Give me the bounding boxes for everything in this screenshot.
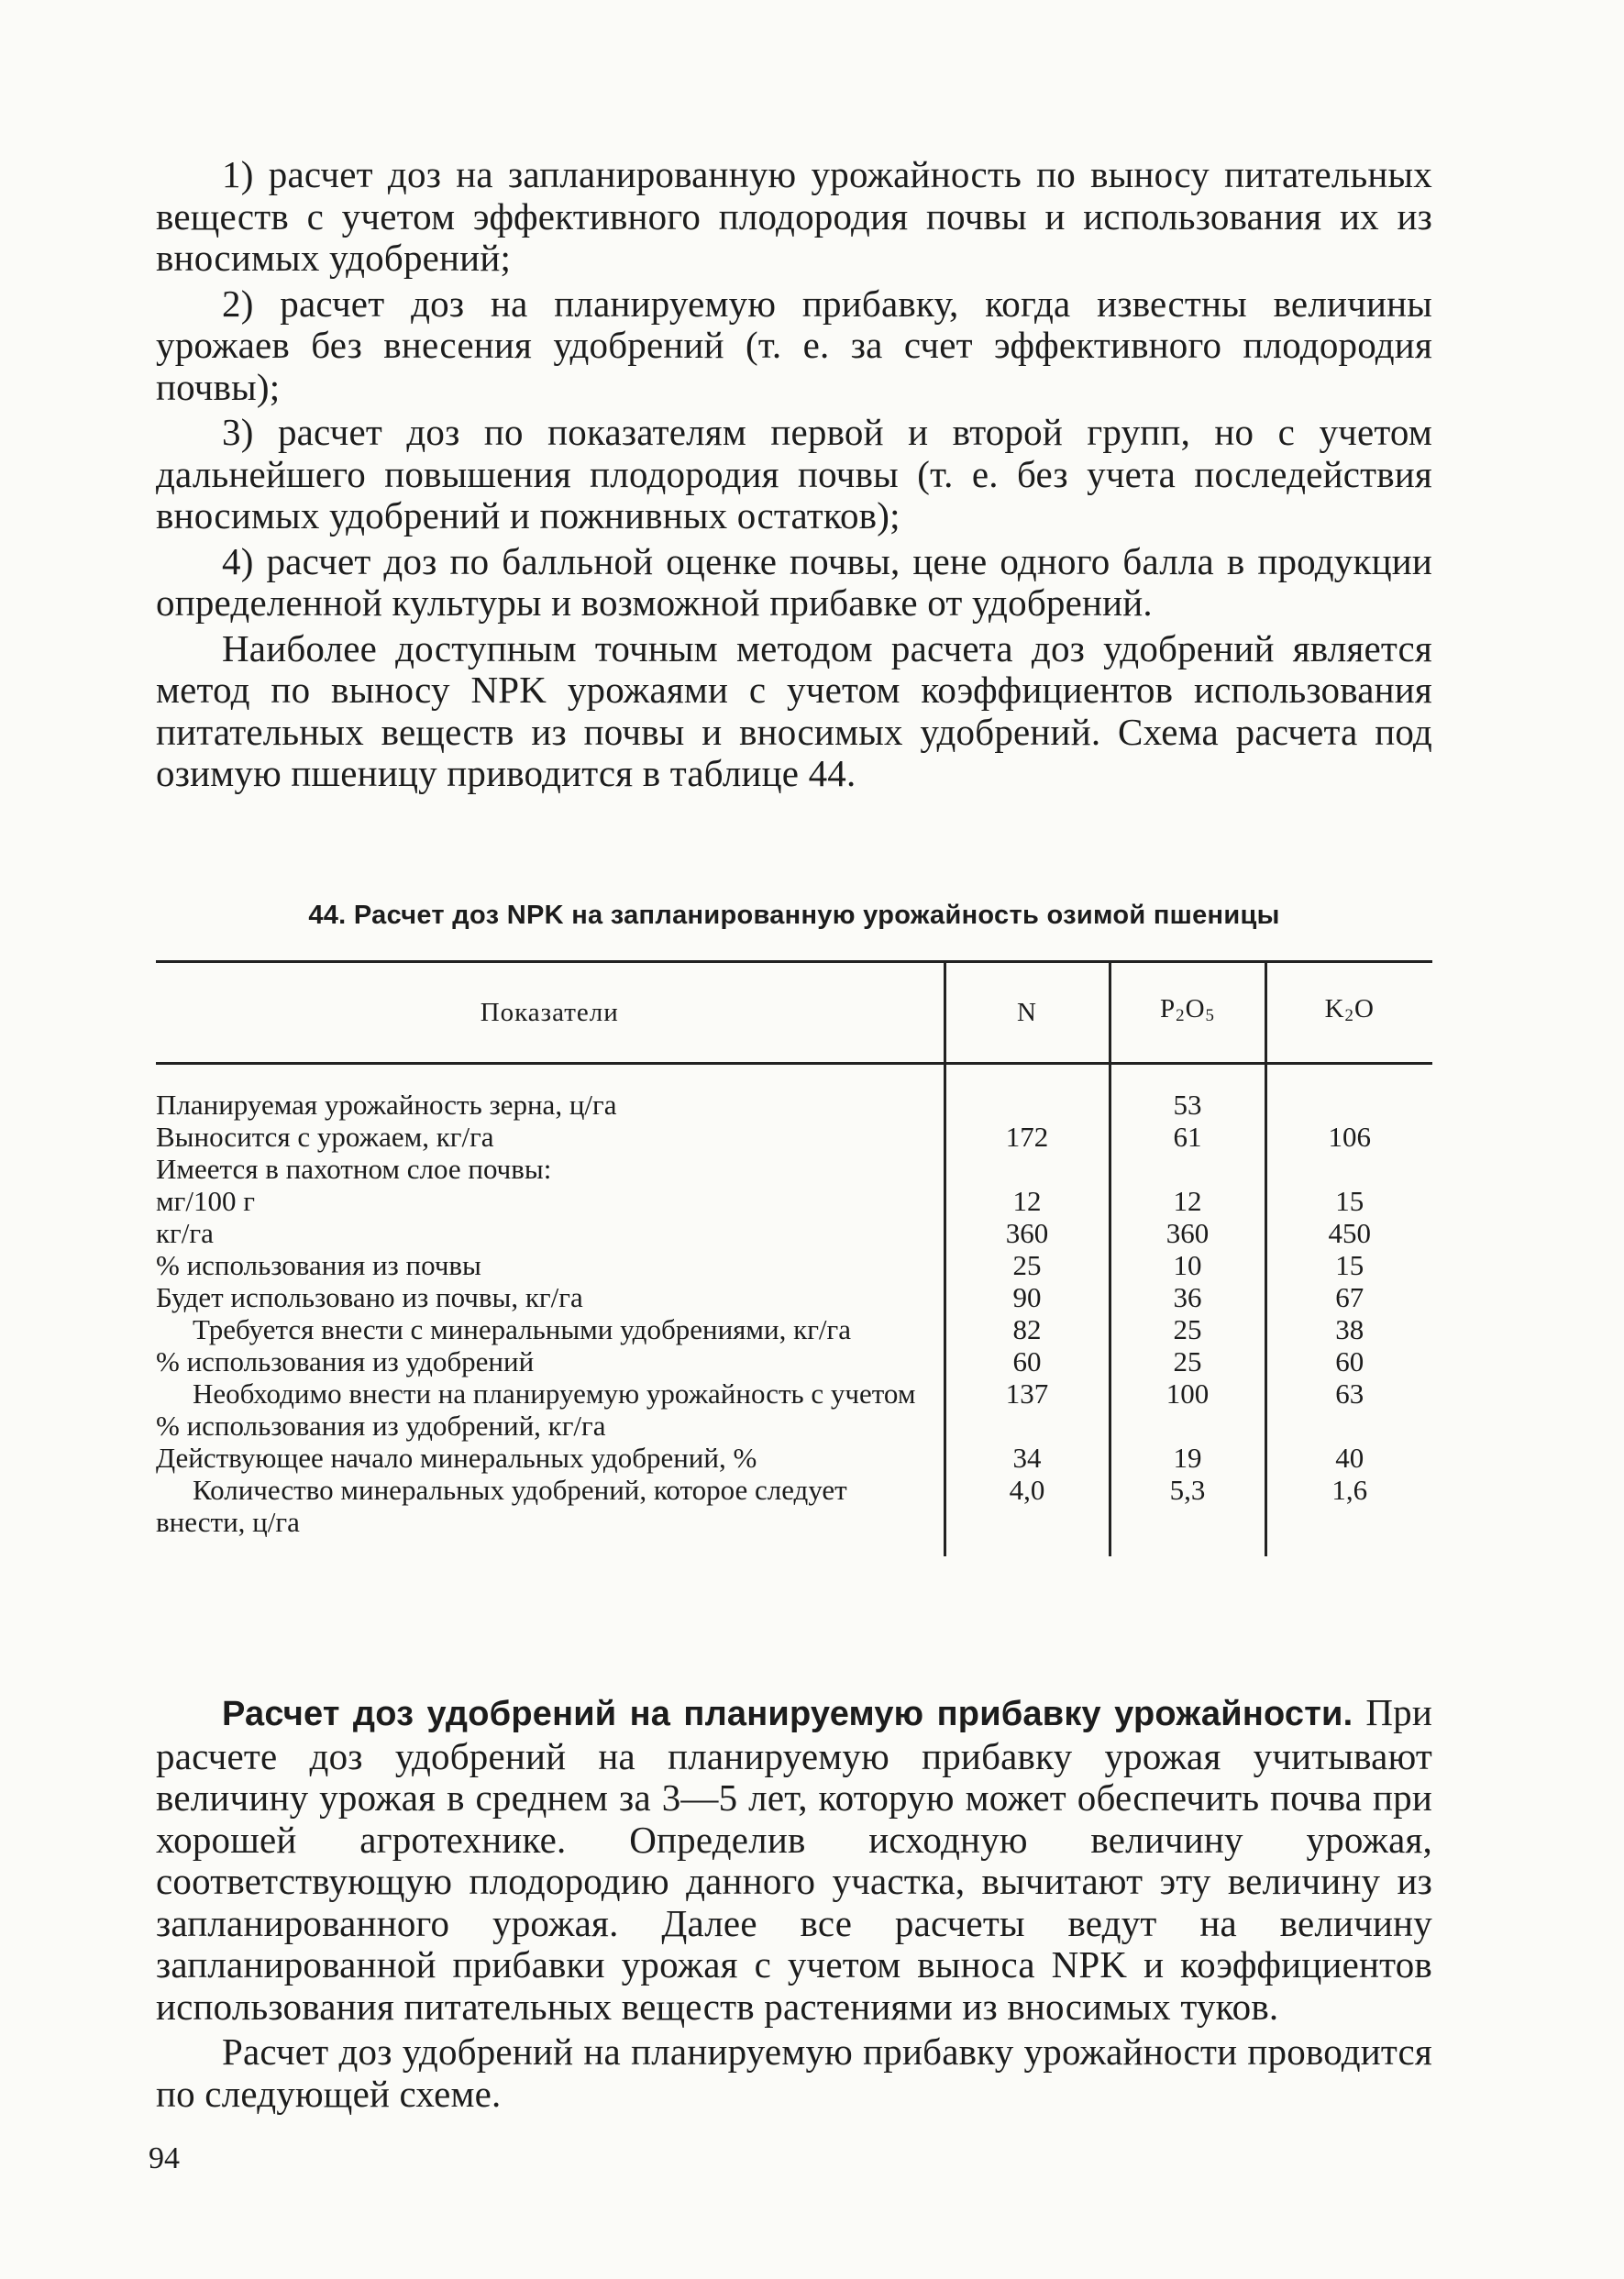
- section-body: При расчете доз удобрений на планируемую прибавку урожая учитывают величину урожая в среднем за 3—5 лет, которую может обеспечить почва при хорошей агротехнике. Определив исходную величину урожая, соответствующую плодородию данного участка, вычитают эту величину из запланированного урожая. Далее все расчеты ведут на величину запланированной прибавки урожая с учетом выноса NPK и коэффициентов использования питательных веществ растениями из вносимых туков.: [156, 1691, 1432, 2028]
- header-p2o5: $P_2O_5$: [1110, 962, 1265, 1064]
- table-row: % использования из почвы 25 10 15: [156, 1249, 1432, 1281]
- table-row: Имеется в пахотном слое почвы:: [156, 1153, 1432, 1185]
- npk-dose-table: [156, 960, 1432, 1556]
- section-paragraph: [156, 1692, 1432, 2028]
- paragraph-method-1: 1) расчет доз на запланированную урожайность по выносу питательных веществ с учетом эффективного плодородия почвы и использования их из вносимых удобрений;: [156, 153, 1432, 279]
- paragraph-method-4: 4) расчет доз по балльной оценке почвы, цене одного балла в продукции определенной культуры и возможной прибавке от удобрений.: [156, 539, 1432, 624]
- intro-text: [156, 154, 1432, 799]
- section-heading: Расчет доз удобрений на планируемую прибавку урожайности.: [222, 1695, 1353, 1733]
- section-text: [156, 1692, 1432, 2119]
- table-row: Действующее начало минеральных удобрений, % 34 19 40: [156, 1442, 1432, 1474]
- table-row: кг/га 360 360 450: [156, 1217, 1432, 1249]
- table-row: Будет использовано из почвы, кг/га 90 36 67: [156, 1281, 1432, 1313]
- table-row: % использования из удобрений 60 25 60: [156, 1345, 1432, 1377]
- table-row: Выносится с урожаем, кг/га 172 61 106: [156, 1121, 1432, 1153]
- table-row: Требуется внести с минеральными удобрениями, кг/га 82 25 38: [156, 1313, 1432, 1345]
- table-row: мг/100 г 12 12 15: [156, 1185, 1432, 1217]
- header-n: N: [945, 962, 1110, 1064]
- table-row: Необходимо внести на планируемую урожайность с учетом % использования из удобрений, кг/га 137 100 63: [156, 1377, 1432, 1442]
- table-row: Планируемая урожайность зерна, ц/га 53: [156, 1064, 1432, 1122]
- paragraph-method-3: 3) расчет доз по показателям первой и второй групп, но с учетом дальнейшего повышения плодородия почвы (т. е. без учета последействия вносимых удобрений и пожнивных остатков);: [156, 411, 1432, 537]
- header-indicators: Показатели: [156, 962, 945, 1064]
- paragraph-method-2: 2) расчет доз на планируемую прибавку, когда известны величины урожаев без внесения удобрений (т. е. за счет эффективного плодородия почвы);: [156, 282, 1432, 408]
- page-number: 94: [149, 2141, 180, 2175]
- paragraph-npk-method: Наиболее доступным точным методом расчета доз удобрений является метод по выносу NPK урожаями с учетом коэффициентов использования питательных веществ из почвы и вносимых удобрений. Схема расчета под озимую пшеницу приводится в таблице 44.: [156, 626, 1432, 794]
- header-k2o: $K_2O$: [1265, 962, 1432, 1064]
- table-header-row: [156, 962, 1432, 1064]
- table-row: Количество минеральных удобрений, которое следует внести, ц/га 4,0 5,3 1,6: [156, 1474, 1432, 1556]
- section-last-paragraph: Расчет доз удобрений на планируемую прибавку урожайности проводится по следующей схеме.: [156, 2030, 1432, 2115]
- table-caption: 44. Расчет доз NPK на запланированную урожайность озимой пшеницы: [308, 901, 1280, 930]
